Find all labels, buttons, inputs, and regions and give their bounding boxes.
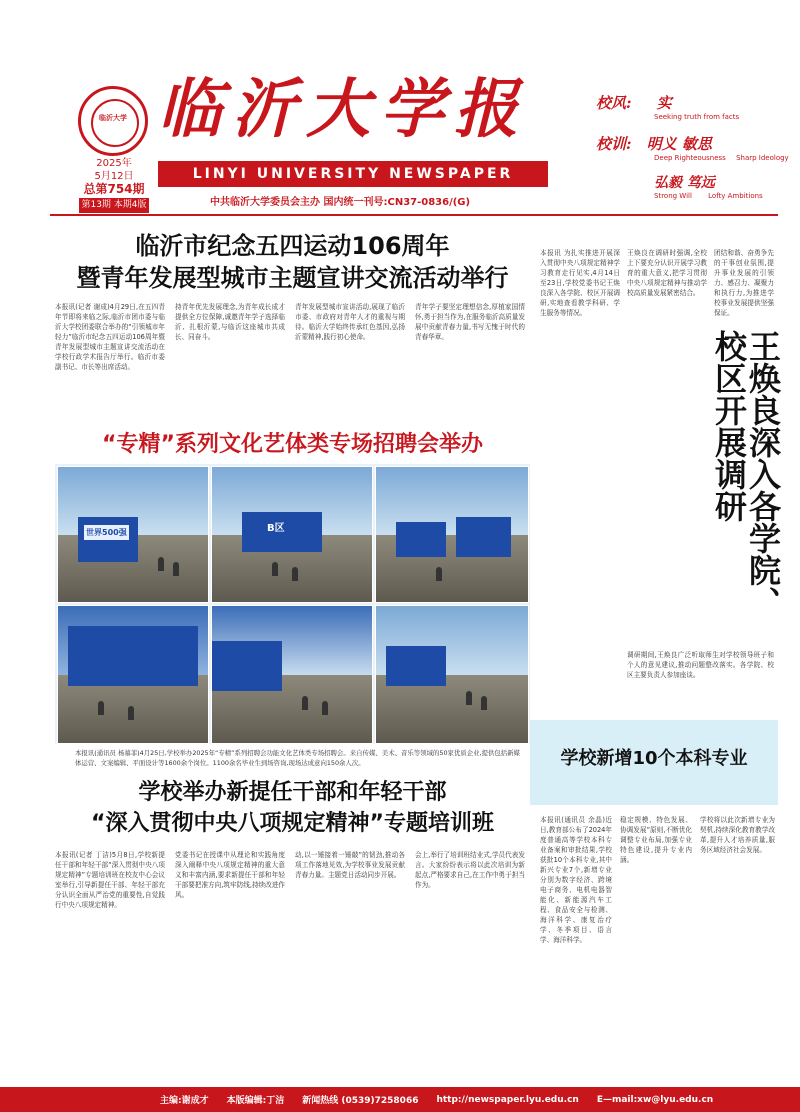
article3-col3: 动,以一锤接着一锤敲”的韧劲,推动各项工作落地见效,为学校事业发展贡献青春力量。主题党日活动同步开展。: [295, 851, 405, 879]
footer-hotline: 新闻热线 (0539)7258066: [302, 1096, 419, 1106]
photo-3: [375, 466, 529, 603]
university-seal: [78, 86, 148, 156]
motto-value-3: 弘毅 笃远: [654, 175, 715, 191]
motto-en-3a: Strong Will: [654, 192, 692, 200]
article4-col3: 团结和谐、奋勇争先的干事创业氛围,提升事业发展的引领力、感召力、凝聚力和执行力,为推进学校事业发展提供坚强保证。: [714, 249, 774, 317]
booth-label-1: 世界500强: [84, 525, 129, 540]
issue-total: 总第754期: [83, 182, 145, 196]
photo-1: [57, 466, 209, 603]
article3-col4: 会上,举行了培训班结业式,学员代表发言。大家纷纷表示将以此次培训为新起点,严格要求自己,在工作中勇于担当作为。: [415, 851, 525, 889]
motto-en-3b: Lofty Ambitions: [708, 192, 763, 200]
article5-headline: 学校新增10个本科专业: [560, 748, 748, 769]
article4-col1: 本报讯 为扎实推进开展深入贯彻中央八项规定精神学习教育走行见实,4月14日至23日,学校党委书记王焕良深入各学院、校区开展调研,实地查看教学科研、学生服务等情况。: [540, 249, 620, 317]
article3-headline-1: 学校举办新提任干部和年轻干部: [138, 780, 447, 805]
sponsor-line: 中共临沂大学委员会主办 国内统一刊号:CN37-0836/(G): [210, 197, 471, 208]
article3-col2: 党委书记在授课中从理论和实践角度深入阐释中央八项规定精神的重大意义和丰富内涵,要求新提任干部和年轻干部要把准方向,筑牢防线,持续改进作风。: [175, 851, 285, 899]
article4-col4: 调研期间,王焕良广泛听取师生对学校领导班子和个人的意见建议,推动问题整改落实。各学院、校区主要负责人参加座谈。: [627, 651, 774, 679]
issue-sub: 第13期 本期4版: [79, 198, 148, 213]
article5-col3: 学校将以此次新增专业为契机,持续深化教育教学改革,提升人才培养质量,服务区域经济社会发展。: [700, 816, 775, 854]
article3-col1: 本报讯(记者 丁洁)5月8日,学校新提任干部和年轻干部“深入贯彻中央八项规定精神”专题培训班在校友中心会议室举行,引导新提任干部、年轻干部充分认识全面从严治党的重要性,自觉践行中央八项规定精神。: [55, 851, 165, 909]
article1-headline-1: 临沂市纪念五四运动106周年: [135, 232, 450, 260]
booth-label-2: B区: [267, 523, 285, 534]
article4-headline: 王焕良深入各学院、校区开展调研: [710, 330, 782, 618]
article2-caption: 本报讯(通讯员 杨慕菲)4月25日,学校举办2025年“专精”系列招聘会功能文化艺体类专场招聘会。来自传媒、美术、音乐等领域的50家优质企业,提供包括新媒体运营、文案编辑、平面设计等1600余个岗位。1100余名毕业生到场咨询,现场达成意向150余人次。: [75, 749, 520, 767]
footer-page-editor: 本版编辑:丁洁: [226, 1096, 285, 1106]
photo-4: [57, 605, 209, 744]
article5-col2: 稳定规模、特色发展、协调发展”原则,不断优化调整专业布局,加强专业特色建设,提升专业内涵。: [620, 816, 692, 864]
date-day: 5月12日: [94, 171, 134, 182]
date-year: 2025年: [96, 158, 132, 169]
motto-value-2: 明义 敏思: [646, 135, 712, 153]
motto-en-1: Seeking truth from facts: [654, 113, 740, 121]
masthead-title: 临沂大学报: [158, 72, 528, 147]
article3-headline-2: “深入贯彻中央八项规定精神”专题培训班: [91, 811, 494, 836]
footer-web: http://newspaper.lyu.edu.cn: [436, 1094, 579, 1105]
article4-col2: 王焕良在调研时强调,全校上下要充分认识开展学习教育的重大意义,把学习贯彻中央八项规定精神与推动学校高质量发展紧密结合。: [627, 249, 707, 297]
article5-header-box: [530, 720, 778, 805]
masthead-rule: [50, 214, 778, 216]
photo-collage: [55, 464, 530, 744]
photo-5: [211, 605, 373, 744]
article5-col1: 本报讯(通讯员 余晶)近日,教育部公布了2024年度普通高等学校本科专业备案和审批结果,学校获批10个本科专业,其中新兴专业7个,新增专业分别为数字经济、跨境电子商务、电机电器智能化、新能源汽车工程、食品安全与检测、海洋科学、康复治疗学、冬季项目、语言学、海洋科学。: [540, 816, 612, 944]
footer-email: E—mail:xw@lyu.edu.cn: [596, 1094, 714, 1105]
motto-block: [596, 92, 789, 200]
photo-6: [375, 605, 529, 744]
article1-col2: 持青年优先发展理念,为青年成长成才提供全方位保障,诚邀青年学子选择临沂、扎根沂蒙,与临沂这座城市共成长、同奋斗。: [175, 303, 285, 341]
article1-col3: 青年发展型城市宣讲活动,展现了临沂市委、市政府对青年人才的重视与期待。临沂大学始终传承红色基因,弘扬沂蒙精神,践行初心使命。: [295, 303, 405, 341]
motto-label-2: 校训:: [596, 135, 632, 153]
date-box: [74, 157, 154, 213]
footer-bar: [0, 1087, 800, 1112]
motto-en-2a: Deep Righteousness: [654, 154, 726, 162]
article1-headline-2: 暨青年发展型城市主题宣讲交流活动举行: [76, 264, 509, 292]
article1-col4: 青年学子要坚定理想信念,厚植家国情怀,勇于担当作为,在服务临沂高质量发展中贡献青春力量,书写无愧于时代的青春华章。: [415, 303, 525, 341]
article1-col1: 本报讯(记者 谢成)4月29日,在五四青年节即将来临之际,临沂市团市委与临沂大学校团委联合举办的“引领城市年轻力”临沂市纪念五四运动106周年暨青年发展型城市主题宣讲交流活动在学校行政学术报告厅举行。临沂市委副书记、市长等出席活动。: [55, 303, 165, 371]
article2-headline: “专精”系列文化艺体类专场招聘会举办: [102, 432, 483, 457]
masthead-english: LINYI UNIVERSITY NEWSPAPER: [158, 161, 548, 187]
seal-text: 临沂大学: [99, 114, 127, 122]
motto-value-1: 实: [656, 94, 672, 112]
motto-en-2b: Sharp Ideology: [736, 154, 789, 162]
photo-2: [211, 466, 373, 603]
motto-label-1: 校风:: [596, 94, 632, 112]
footer-editor: 主编:谢成才: [160, 1096, 209, 1106]
